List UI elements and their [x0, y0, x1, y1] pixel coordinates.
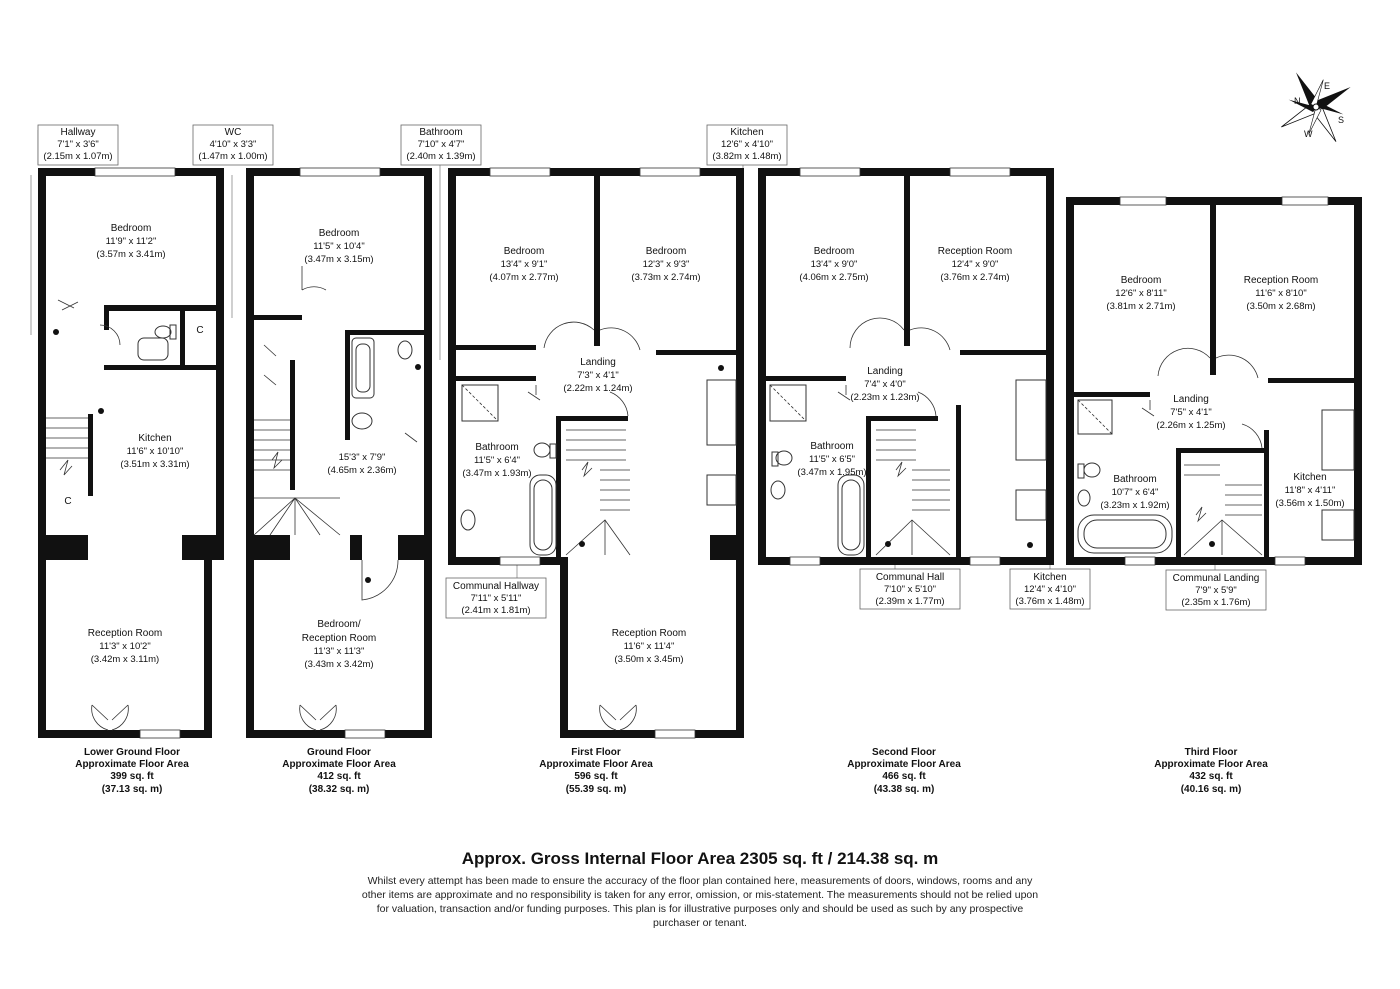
- room-name: Bedroom: [1120, 275, 1162, 286]
- floor-label-sqft: 432 sq. ft: [1189, 771, 1233, 782]
- floor-label-name: Second Floor: [872, 747, 936, 758]
- floor-label-area-title: Approximate Floor Area: [282, 759, 396, 770]
- room-dim-imperial: 10'7" x 6'4": [1111, 487, 1159, 498]
- room-name: Bedroom: [110, 223, 152, 234]
- room-dim-metric: (3.50m x 3.45m): [614, 654, 684, 665]
- callout-dim-imperial: 12'4" x 4'10": [1023, 584, 1077, 595]
- compass-e: E: [1324, 81, 1331, 91]
- callout-dim-metric: (2.41m x 1.81m): [461, 605, 531, 616]
- room-dim-metric: (2.22m x 1.24m): [563, 383, 633, 394]
- callout-dim-imperial: 12'6" x 4'10": [720, 139, 774, 150]
- room-dim-metric: (3.57m x 3.41m): [96, 249, 166, 260]
- floor-lower-ground: [38, 168, 224, 795]
- callout-dim-metric: (2.39m x 1.77m): [875, 596, 945, 607]
- room-dim-metric: (3.56m x 1.50m): [1275, 498, 1345, 509]
- room-dim-imperial: 11'3" x 10'2": [99, 641, 151, 652]
- room-dim-imperial: 13'4" x 9'1": [500, 259, 548, 270]
- floor-label-area-title: Approximate Floor Area: [75, 759, 189, 770]
- room-dim-imperial: 15'3" x 7'9": [338, 452, 386, 463]
- room-dim-imperial: 11'5" x 6'4": [473, 455, 521, 466]
- floor-label-sqft: 596 sq. ft: [574, 771, 618, 782]
- room-dim-imperial: 7'5" x 4'1": [1170, 407, 1212, 418]
- room-name: Landing: [867, 366, 903, 377]
- floor-label-sqft: 412 sq. ft: [317, 771, 361, 782]
- room-dim-imperial: 13'4" x 9'0": [810, 259, 858, 270]
- room-dim-imperial: 12'3" x 9'3": [642, 259, 690, 270]
- floor-label-name: Lower Ground Floor: [83, 747, 181, 758]
- room-dim-imperial: 11'9" x 11'2": [105, 236, 157, 247]
- room-dim-metric: (3.76m x 2.74m): [940, 272, 1010, 283]
- room-dim-metric: (3.47m x 1.95m): [797, 467, 867, 478]
- floor-label-area-title: Approximate Floor Area: [847, 759, 961, 770]
- callout-dim-imperial: 7'1" x 3'6": [57, 139, 99, 150]
- callout-kitchen-second: [1010, 569, 1090, 609]
- floor-ground: [246, 168, 432, 795]
- room-dim-metric: (3.23m x 1.92m): [1100, 500, 1170, 511]
- room-name: Bathroom: [810, 441, 854, 452]
- callout-name: Communal Landing: [1172, 573, 1260, 584]
- compass-n: N: [1294, 96, 1301, 106]
- room-dim-imperial: 11'5" x 10'4": [313, 241, 365, 252]
- room-dim-imperial: 12'4" x 9'0": [951, 259, 999, 270]
- room-dim-imperial: 7'4" x 4'0": [864, 379, 906, 390]
- room-dim-metric: (3.50m x 2.68m): [1246, 301, 1316, 312]
- room-name: Landing: [1173, 394, 1209, 405]
- room-dim-imperial: 11'3" x 11'3": [313, 646, 365, 657]
- callout-hallway: [38, 125, 118, 165]
- room-dim-imperial: 11'6" x 11'4": [623, 641, 675, 652]
- room-name: Bathroom: [475, 442, 519, 453]
- callout-communal-hall: [860, 569, 960, 609]
- room-dim-metric: (3.51m x 3.31m): [120, 459, 190, 470]
- room-dim-metric: (3.47m x 1.93m): [462, 468, 532, 479]
- room-dim-imperial: 11'5" x 6'5": [808, 454, 856, 465]
- room-name: Bedroom: [318, 228, 360, 239]
- floor-first: [448, 168, 744, 795]
- room-name: Bedroom: [503, 246, 545, 257]
- room-name: Kitchen: [138, 433, 172, 444]
- floor-label-sqm: (43.38 sq. m): [873, 784, 935, 795]
- room-name: Landing: [580, 357, 616, 368]
- room-name: Bathroom: [1113, 474, 1157, 485]
- callout-dim-imperial: 7'11" x 5'11": [470, 593, 522, 604]
- room-name: Reception Room: [1243, 275, 1319, 286]
- callout-dim-metric: (2.40m x 1.39m): [406, 151, 476, 162]
- room-dim-metric: (3.81m x 2.71m): [1106, 301, 1176, 312]
- callout-dim-metric: (1.47m x 1.00m): [198, 151, 268, 162]
- callout-dim-imperial: 4'10" x 3'3": [209, 139, 257, 150]
- room-name: Kitchen: [1293, 472, 1327, 483]
- callout-dim-imperial: 7'10" x 4'7": [417, 139, 465, 150]
- cupboard-marker: C: [64, 496, 72, 507]
- room-dim-metric: (2.23m x 1.23m): [850, 392, 920, 403]
- callout-wc: [193, 125, 273, 165]
- room-dim-imperial: 12'6" x 8'11": [1115, 288, 1167, 299]
- callout-name: Communal Hallway: [452, 581, 540, 592]
- callout-name: WC: [224, 127, 242, 138]
- room-dim-metric: (4.65m x 2.36m): [327, 465, 397, 476]
- gross-internal-area: Approx. Gross Internal Floor Area 2305 sq. ft / 214.38 sq. m: [461, 849, 939, 868]
- disclaimer-text: Whilst every attempt has been made to ensure the accuracy of the floor plan contained here, measurements of doors, windows, rooms and any other items are approximate and no responsibility is taken for any error, omission, or mis-statement. The measurements should not be relied upon for valuation, transaction and/or funding purposes. This plan is for illustrative purposes only and should be used as such by any prospective purchaser or tenant.: [361, 875, 1039, 929]
- room-dim-metric: (4.07m x 2.77m): [489, 272, 559, 283]
- room-dim-imperial: 7'3" x 4'1": [577, 370, 619, 381]
- compass-s: S: [1338, 115, 1345, 125]
- callout-name: Communal Hall: [875, 572, 945, 583]
- room-dim-imperial: 11'8" x 4'11": [1284, 485, 1336, 496]
- floor-label-sqm: (40.16 sq. m): [1180, 784, 1242, 795]
- callout-name: Hallway: [60, 127, 96, 138]
- callout-dim-metric: (2.35m x 1.76m): [1181, 597, 1251, 608]
- callout-dim-metric: (2.15m x 1.07m): [43, 151, 113, 162]
- floor-label-sqm: (55.39 sq. m): [565, 784, 627, 795]
- floor-third: [1066, 197, 1362, 795]
- callout-dim-imperial: 7'10" x 5'10": [883, 584, 937, 595]
- floor-label-name: First Floor: [571, 747, 621, 758]
- room-dim-metric: (3.47m x 3.15m): [304, 254, 374, 265]
- callout-communal-hallway: [446, 578, 546, 618]
- floor-label-name: Third Floor: [1184, 747, 1238, 758]
- room-dim-imperial: 11'6" x 10'10": [126, 446, 184, 457]
- floor-label-sqft: 466 sq. ft: [882, 771, 926, 782]
- callout-kitchen-first: [707, 125, 787, 165]
- room-dim-metric: (3.73m x 2.74m): [631, 272, 701, 283]
- callout-dim-imperial: 7'9" x 5'9": [1195, 585, 1237, 596]
- callout-bathroom: [401, 125, 481, 165]
- room-name: Bedroom/: [317, 619, 361, 630]
- floor-second: [758, 168, 1054, 795]
- callout-communal-landing: [1166, 570, 1266, 610]
- room-dim-imperial: 11'6" x 8'10": [1255, 288, 1307, 299]
- room-dim-metric: (4.06m x 2.75m): [799, 272, 869, 283]
- room-name: Bedroom: [645, 246, 687, 257]
- callout-dim-metric: (3.76m x 1.48m): [1015, 596, 1085, 607]
- floor-label-area-title: Approximate Floor Area: [1154, 759, 1268, 770]
- room-name: Reception Room: [87, 628, 163, 639]
- room-dim-metric: (3.43m x 3.42m): [304, 659, 374, 670]
- callout-name: Kitchen: [730, 127, 764, 138]
- cupboard-marker: C: [196, 325, 204, 336]
- callout-name: Kitchen: [1033, 572, 1067, 583]
- floor-label-name: Ground Floor: [307, 747, 371, 758]
- room-dim-metric: (2.26m x 1.25m): [1156, 420, 1226, 431]
- room-name: Reception Room: [611, 628, 687, 639]
- floor-label-sqft: 399 sq. ft: [110, 771, 154, 782]
- room-name: Bedroom: [813, 246, 855, 257]
- compass-icon: [1261, 52, 1370, 161]
- callout-name: Bathroom: [419, 127, 463, 138]
- floor-label-sqm: (37.13 sq. m): [101, 784, 163, 795]
- floor-label-sqm: (38.32 sq. m): [308, 784, 370, 795]
- compass-w: W: [1304, 129, 1313, 139]
- callout-dim-metric: (3.82m x 1.48m): [712, 151, 782, 162]
- floor-label-area-title: Approximate Floor Area: [539, 759, 653, 770]
- room-name: Reception Room: [937, 246, 1013, 257]
- room-name-line2: Reception Room: [301, 633, 377, 644]
- room-dim-metric: (3.42m x 3.11m): [90, 654, 160, 665]
